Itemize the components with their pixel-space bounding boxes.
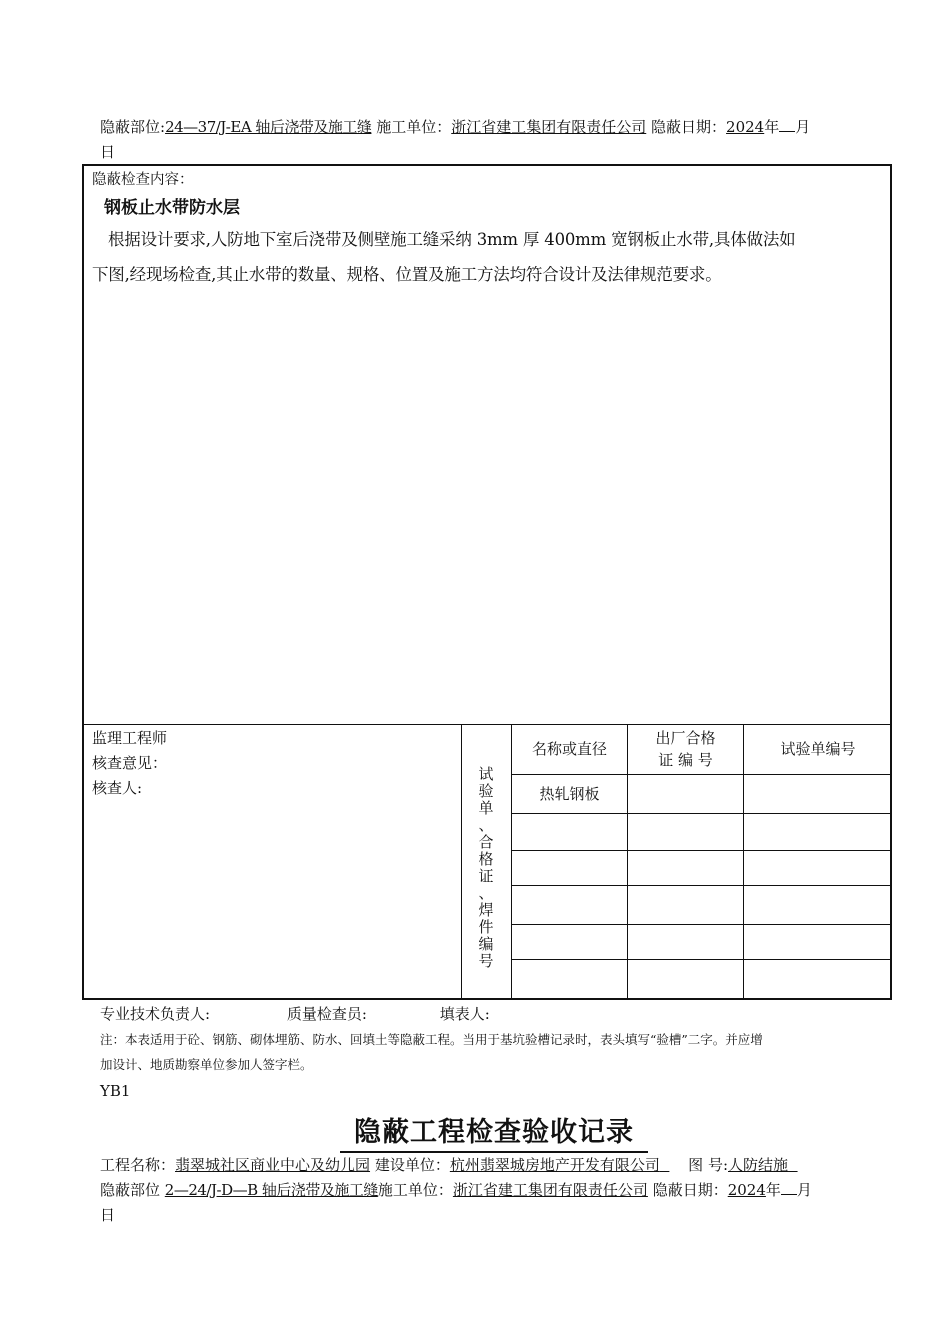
record2-month-blank [781, 1180, 797, 1195]
vertical-char: 验 [478, 782, 494, 800]
signatures [100, 1004, 490, 1024]
supervisor-title: 监理工程师 [92, 729, 168, 747]
date-year: 2024 [726, 118, 765, 136]
drawing-value: 人防结施 [728, 1156, 789, 1174]
record-code: YB1 [100, 1082, 131, 1100]
vertical-char: 号 [478, 952, 494, 970]
content-paragraph-line2: 下图,经现场检查,其止水带的数量、规格、位置及施工方法均符合设计及法律规范要求。 [92, 265, 722, 284]
table-cell [744, 775, 892, 813]
vertical-char: 单 [478, 799, 494, 817]
vertical-char: 试 [478, 765, 494, 783]
content-label: 隐蔽检查内容： [92, 172, 194, 188]
quality-inspector-label: 质量检查员: [286, 1005, 367, 1023]
date-day-suffix: 日 [100, 143, 116, 161]
vertical-char: 编 [478, 935, 494, 953]
vertical-label [476, 766, 496, 970]
filler-label: 填表人: [439, 1005, 490, 1023]
table-row-line [511, 850, 892, 851]
developer-label: 建设单位： [374, 1156, 450, 1174]
month-blank [779, 117, 795, 132]
record1-header [100, 117, 810, 137]
table-header-test: 试验单编号 [780, 740, 856, 758]
table-cell [628, 775, 743, 813]
supervisor-checker-label: 核查人: [92, 779, 143, 797]
date-month-suffix: 月 [795, 118, 811, 136]
inspection-form-box [82, 164, 892, 1000]
contractor-value: 浙江省建工集团有限责任公司 [451, 118, 647, 136]
content-heading: 钢板止水带防水层 [104, 198, 240, 218]
table-cell: 热轧钢板 [539, 785, 600, 803]
table-row-line [511, 924, 892, 925]
date-label: 隐蔽日期： [651, 118, 727, 136]
page-title-text: 隐蔽工程检查验收记录 [354, 1117, 634, 1148]
vertical-char: 件 [478, 918, 494, 936]
record2-date-month-suffix: 月 [796, 1181, 812, 1199]
record2-location-label: 隐蔽部位 [100, 1181, 161, 1199]
project-value: 翡翠城社区商业中心及幼儿园 [175, 1156, 371, 1174]
note-line1: 注：本表适用于砼、钢筋、砌体埋筋、防水、回填土等隐蔽工程。当用于基坑验槽记录时，表头填写“验槽”二字。并应增 [100, 1032, 763, 1047]
vertical-char: 焊 [478, 901, 494, 919]
table-row-line [511, 959, 892, 960]
vertical-char: 证 [478, 867, 494, 885]
vertical-char: 合 [478, 833, 494, 851]
page-title [340, 1110, 648, 1153]
vertical-char: 、 [478, 884, 494, 902]
record2-date-year-suffix: 年 [765, 1181, 781, 1199]
table-row-line [511, 813, 892, 814]
date-year-suffix: 年 [764, 118, 780, 136]
record2-location-line [100, 1180, 812, 1200]
divider-v1 [461, 724, 462, 1000]
table-header-cert-line1: 出厂合格 [655, 729, 716, 747]
table-row-line [511, 885, 892, 886]
record2-contractor-value: 浙江省建工集团有限责任公司 [452, 1181, 648, 1199]
contractor-label: 施工单位： [376, 118, 452, 136]
content-paragraph-line1: 根据设计要求,人防地下室后浇带及侧壁施工缝采纳 3mm 厚 400mm 宽钢板止水带,具体做法如 [108, 230, 796, 249]
table-header-cert [628, 724, 743, 774]
location-label: 隐蔽部位: [100, 118, 166, 136]
drawing-label: 图 号: [688, 1156, 728, 1174]
record2-date-day-suffix: 日 [100, 1206, 116, 1224]
record2-project-line [100, 1155, 798, 1175]
location-value: 24—37/J-EA 轴后浇带及施工缝 [165, 118, 372, 136]
note-line2: 加设计、地质勘察单位参加人签字栏。 [100, 1057, 313, 1072]
record2-date-year: 2024 [727, 1181, 766, 1199]
developer-value: 杭州翡翠城房地产开发有限公司 [449, 1156, 660, 1174]
record2-contractor-label: 施工单位： [377, 1181, 453, 1199]
table-header-name: 名称或直径 [531, 740, 607, 758]
project-label: 工程名称： [100, 1156, 176, 1174]
vertical-char: 格 [478, 850, 494, 868]
tech-lead-label: 专业技术负责人: [100, 1005, 211, 1023]
vertical-char: 、 [478, 816, 494, 834]
record2-date-label: 隐蔽日期： [652, 1181, 728, 1199]
supervisor-opinion-label: 核查意见： [92, 754, 168, 772]
table-header-cert-line2: 证 编 号 [658, 751, 713, 769]
record2-location-value: 2—24/J-D—B 轴后浇带及施工缝 [164, 1181, 378, 1199]
